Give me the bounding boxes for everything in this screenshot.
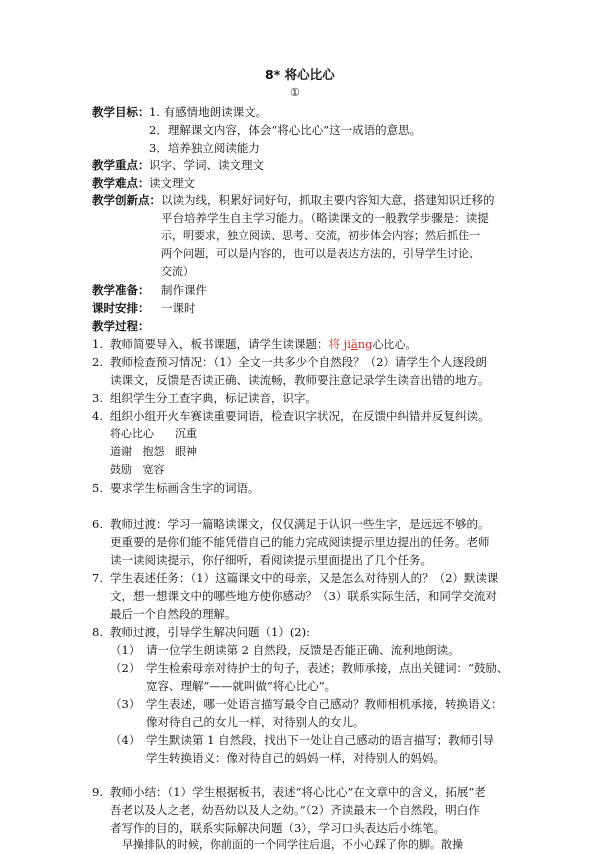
innovation-line: 以读为线，积累好词好句，抓取主要内容知大意，搭建知识迁移的 — [161, 193, 495, 207]
step-text: 文，想一想课文中的哪些地方使你感动？（3）联系实际生活，和同学交流对 — [110, 589, 497, 603]
schedule-text: 一课时 — [161, 301, 196, 315]
step-text: 要求学生标画含生字的词语。 — [110, 481, 260, 495]
innovation-line: 平台培养学生自主学习能力。（略读课文的一般教学步骤是：读提 — [161, 211, 489, 225]
step-text: 教师小结：（1）学生根据板书，表述“将心比心”在文章中的含义，拓展“老 — [110, 785, 486, 799]
word-row: 将心比心 沉重 — [110, 427, 197, 440]
objective-item: 2．理解课文内容，体会“将心比心”这一成语的意思。 — [149, 123, 422, 137]
substep-number: （4） — [110, 733, 141, 747]
step-number: 4. — [92, 409, 103, 423]
lesson-title: 8* 将心比心 — [265, 67, 335, 82]
step-text: 教师检查预习情况：（1）全文一共多少个自然段？（2）请学生个人逐段朗 — [110, 355, 487, 369]
step-number: 9. — [92, 785, 103, 799]
preparation-text: 制作课件 — [161, 283, 207, 297]
step-number: 5. — [92, 481, 103, 495]
step-number: 6. — [92, 517, 103, 531]
schedule-label: 课时安排： — [92, 301, 150, 315]
substep-number: （1） — [110, 643, 141, 657]
step-text: 读课文，反馈是否读正确、读流畅，教师要注意记录学生读音出错的地方。 — [110, 373, 490, 387]
step-number: 2. — [92, 355, 103, 369]
substep-text: 学生表述，哪一处语言描写最令自己感动？教师相机承接，转换语义： — [146, 697, 503, 711]
step-text: 读一读阅读提示，你仔细听，看阅读提示里面提出了几个任务。 — [110, 553, 432, 567]
difficulty-text: 读文理文 — [149, 176, 195, 190]
substep-text: 学生默读第 1 自然段，找出下一处让自己感动的语言描写；教师引导 — [146, 733, 495, 747]
substep-text: 像对待自己的女儿一样，对待别人的女儿。 — [146, 715, 365, 729]
substep-text: 学生转换语义：像对待自己的妈妈一样，对待别人的妈妈。 — [146, 751, 445, 765]
step1-text: 教师简要导入，板书课题，请学生读课题： — [110, 337, 329, 351]
substep-text: 学生检索母亲对待护士的句子，表述；教师承接，点出关键词：“鼓励、 — [146, 661, 509, 675]
step-number: 8. — [92, 625, 103, 639]
substep-text: 请一位学生朗读第 2 自然段，反馈是否能正确、流利地朗读。 — [146, 643, 460, 657]
step-text: 学生表述任务：（1）这篇课文中的母亲，又是怎么对待别人的？（2）默读课 — [110, 571, 499, 585]
pinyin-a: 将 ji — [328, 337, 351, 351]
substep-number: （2） — [110, 661, 141, 675]
step-text: 最后一个自然段的理解。 — [110, 607, 237, 621]
step1-tail: 心比心。 — [372, 338, 417, 351]
closing-paragraph: 早操排队的时候，你前面的一个同学往后退，不小心踩了你的脚。散操 — [122, 838, 463, 851]
step-text: 教师过渡：学习一篇略读课文，仅仅满足于认识一些生字，是远远不够的。 — [110, 517, 490, 531]
step-number: 1. — [92, 337, 103, 351]
objectives-label: 教学目标： — [92, 105, 150, 119]
step-text: 组织学生分工查字典，标记读音，识字。 — [110, 391, 317, 405]
step-text: 教师过渡，引导学生解决问题（1）(2): — [110, 625, 310, 639]
substep-text: 宽容、理解”——就叫做“将心比心”。 — [146, 679, 337, 693]
word-row: 鼓励 宽容 — [110, 463, 165, 476]
word-row: 道谢 抱怨 眼神 — [110, 445, 197, 458]
step-text: 组织小组开火车赛读重要词语，检查识字状况，在反馈中纠错并反复纠读。 — [110, 409, 490, 423]
objective-item: 3．培养独立阅读能力 — [149, 141, 260, 155]
step-text: 吾老以及人之老，幼吾幼以及人之幼。”（2）齐读最末一个自然段，明白作 — [110, 803, 480, 817]
pinyin-b: ā — [350, 337, 358, 351]
innovation-label: 教学创新点： — [92, 193, 161, 207]
difficulty-label: 教学难点： — [92, 176, 150, 190]
step-number: 7. — [92, 571, 103, 585]
preparation-label: 教学准备： — [92, 283, 150, 297]
step-text: 更重要的是你们能不能凭借自己的能力完成阅读提示里边提出的任务。老师 — [110, 535, 490, 549]
step-number: 3. — [92, 391, 103, 405]
process-label: 教学过程： — [92, 319, 150, 333]
lesson-subtitle: ① — [290, 86, 300, 99]
key-points-text: 识字、学词、读文理文 — [149, 158, 264, 172]
innovation-line: 两个问题，可以是内容的，也可以是表达方法的，引导学生讨论、 — [161, 247, 480, 260]
key-points-label: 教学重点： — [92, 158, 150, 172]
pinyin-c: ng — [357, 337, 373, 351]
step-text: 者写作的目的，联系实际解决问题（3），学习口头表达后小练笔。 — [110, 821, 446, 835]
objective-item: 1. 有感情地朗读课文。 — [149, 105, 268, 119]
step-text — [110, 335, 417, 354]
innovation-line: 交流） — [161, 265, 194, 278]
innovation-line: 示，明要求，独立阅读、思考、交流，初步体会内容；然后抓住一 — [161, 229, 480, 242]
substep-number: （3） — [110, 697, 141, 711]
